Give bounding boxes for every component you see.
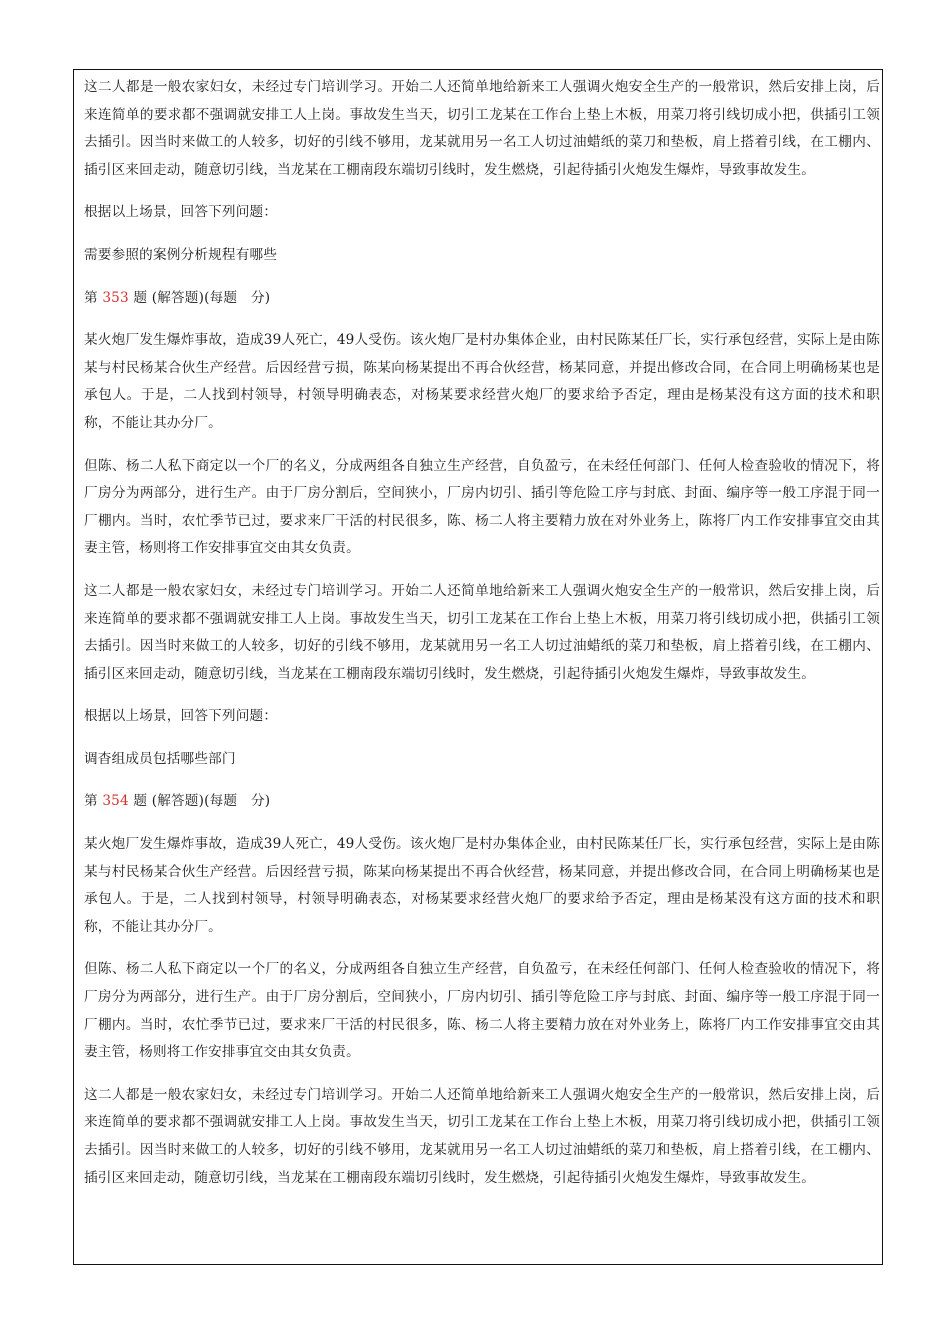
question-header	[84, 788, 880, 816]
question-prompt: 需要参照的案例分析规程有哪些	[84, 246, 278, 263]
paragraph: 某火炮厂发生爆炸事故，造成39人死亡，49人受伤。该火炮厂是村办集体企业，由村民陈某任厂长，实行承包经营，实际上是由陈某与村民杨某合伙生产经营。后因经营亏损，陈某向杨某提出不再合伙经营，杨某同意，并提出修改合同，在合同上明确杨某也是承包人。于是，二人找到村领导，村领导明确表态，对杨某要求经营火炮厂的要求给予否定，理由是杨某没有这方面的技术和职称，不能让其办分厂。	[84, 836, 880, 935]
question-prefix: 第	[84, 289, 98, 306]
paragraph: 根据以上场景，回答下列问题：	[84, 708, 278, 725]
paragraph: 这二人都是一般农家妇女，未经过专门培训学习。开始二人还简单地给新来工人强调火炮安全生产的一般常识，然后安排上岗，后来连简单的要求都不强调就安排工人上岗。事故发生当天，切引工龙某在工作台上垫上木板，用菜刀将引线切成小把，供插引工领去插引。因当时来做工的人较多，切好的引线不够用，龙某就用另一名工人切过油蜡纸的菜刀和垫板，肩上搭着引线，在工棚内、插引区来回走动，随意切引线，当龙某在工棚南段东端切引线时，发生燃烧，引起待插引火炮发生爆炸，导致事故发生。	[84, 79, 880, 178]
paragraph: 但陈、杨二人私下商定以一个厂的名义，分成两组各自独立生产经营，自负盈亏，在未经任何部门、任何人检查验收的情况下，将厂房分为两部分，进行生产。由于厂房分割后，空间狭小，厂房内切引、插引等危险工序与封底、封面、编序等一般工序混于同一厂棚内。当时，农忙季节已过，要求来厂干活的村民很多，陈、杨二人将主要精力放在对外业务上，陈将厂内工作安排事宜交由其妻主管，杨则将工作安排事宜交由其女负责。	[84, 457, 880, 557]
paragraph: 这二人都是一般农家妇女，未经过专门培训学习。开始二人还简单地给新来工人强调火炮安全生产的一般常识，然后安排上岗，后来连简单的要求都不强调就安排工人上岗。事故发生当天，切引工龙某在工作台上垫上木板，用菜刀将引线切成小把，供插引工领去插引。因当时来做工的人较多，切好的引线不够用，龙某就用另一名工人切过油蜡纸的菜刀和垫板，肩上搭着引线，在工棚内、插引区来回走动，随意切引线，当龙某在工棚南段东端切引线时，发生燃烧，引起待插引火炮发生爆炸，导致事故发生。	[84, 1086, 880, 1186]
document-frame	[73, 69, 883, 1265]
question-header	[84, 285, 880, 313]
paragraph: 某火炮厂发生爆炸事故，造成39人死亡，49人受伤。该火炮厂是村办集体企业，由村民陈某任厂长，实行承包经营，实际上是由陈某与村民杨某合伙生产经营。后因经营亏损，陈某向杨某提出不再合伙经营，杨某同意，并提出修改合同，在合同上明确杨某也是承包人。于是，二人找到村领导，村领导明确表态，对杨某要求经营火炮厂的要求给予否定，理由是杨某没有这方面的技术和职称，不能让其办分厂。	[84, 332, 880, 431]
question-prompt: 调杳组成员包括哪些部门	[84, 750, 236, 767]
question-number: 354	[102, 793, 129, 810]
document-content	[84, 74, 880, 1207]
question-number: 353	[102, 289, 129, 306]
paragraph: 但陈、杨二人私下商定以一个厂的名义，分成两组各自独立生产经营，自负盈亏，在未经任何部门、任何人检查验收的情况下，将厂房分为两部分，进行生产。由于厂房分割后，空间狭小，厂房内切引、插引等危险工序与封底、封面、编序等一般工序混于同一厂棚内。当时，农忙季节已过，要求来厂干活的村民很多，陈、杨二人将主要精力放在对外业务上，陈将厂内工作安排事宜交由其妻主管，杨则将工作安排事宜交由其女负责。	[84, 961, 880, 1061]
question-prefix: 第	[84, 793, 98, 810]
question-type: 题 (解答题)(每题 分)	[133, 793, 271, 810]
question-type: 题 (解答题)(每题 分)	[133, 289, 271, 306]
paragraph: 根据以上场景，回答下列问题：	[84, 204, 278, 221]
paragraph: 这二人都是一般农家妇女，未经过专门培训学习。开始二人还简单地给新来工人强调火炮安全生产的一般常识，然后安排上岗，后来连简单的要求都不强调就安排工人上岗。事故发生当天，切引工龙某在工作台上垫上木板，用菜刀将引线切成小把，供插引工领去插引。因当时来做工的人较多，切好的引线不够用，龙某就用另一名工人切过油蜡纸的菜刀和垫板，肩上搭着引线，在工棚内、插引区来回走动，随意切引线，当龙某在工棚南段东端切引线时，发生燃烧，引起待插引火炮发生爆炸，导致事故发生。	[84, 582, 880, 682]
